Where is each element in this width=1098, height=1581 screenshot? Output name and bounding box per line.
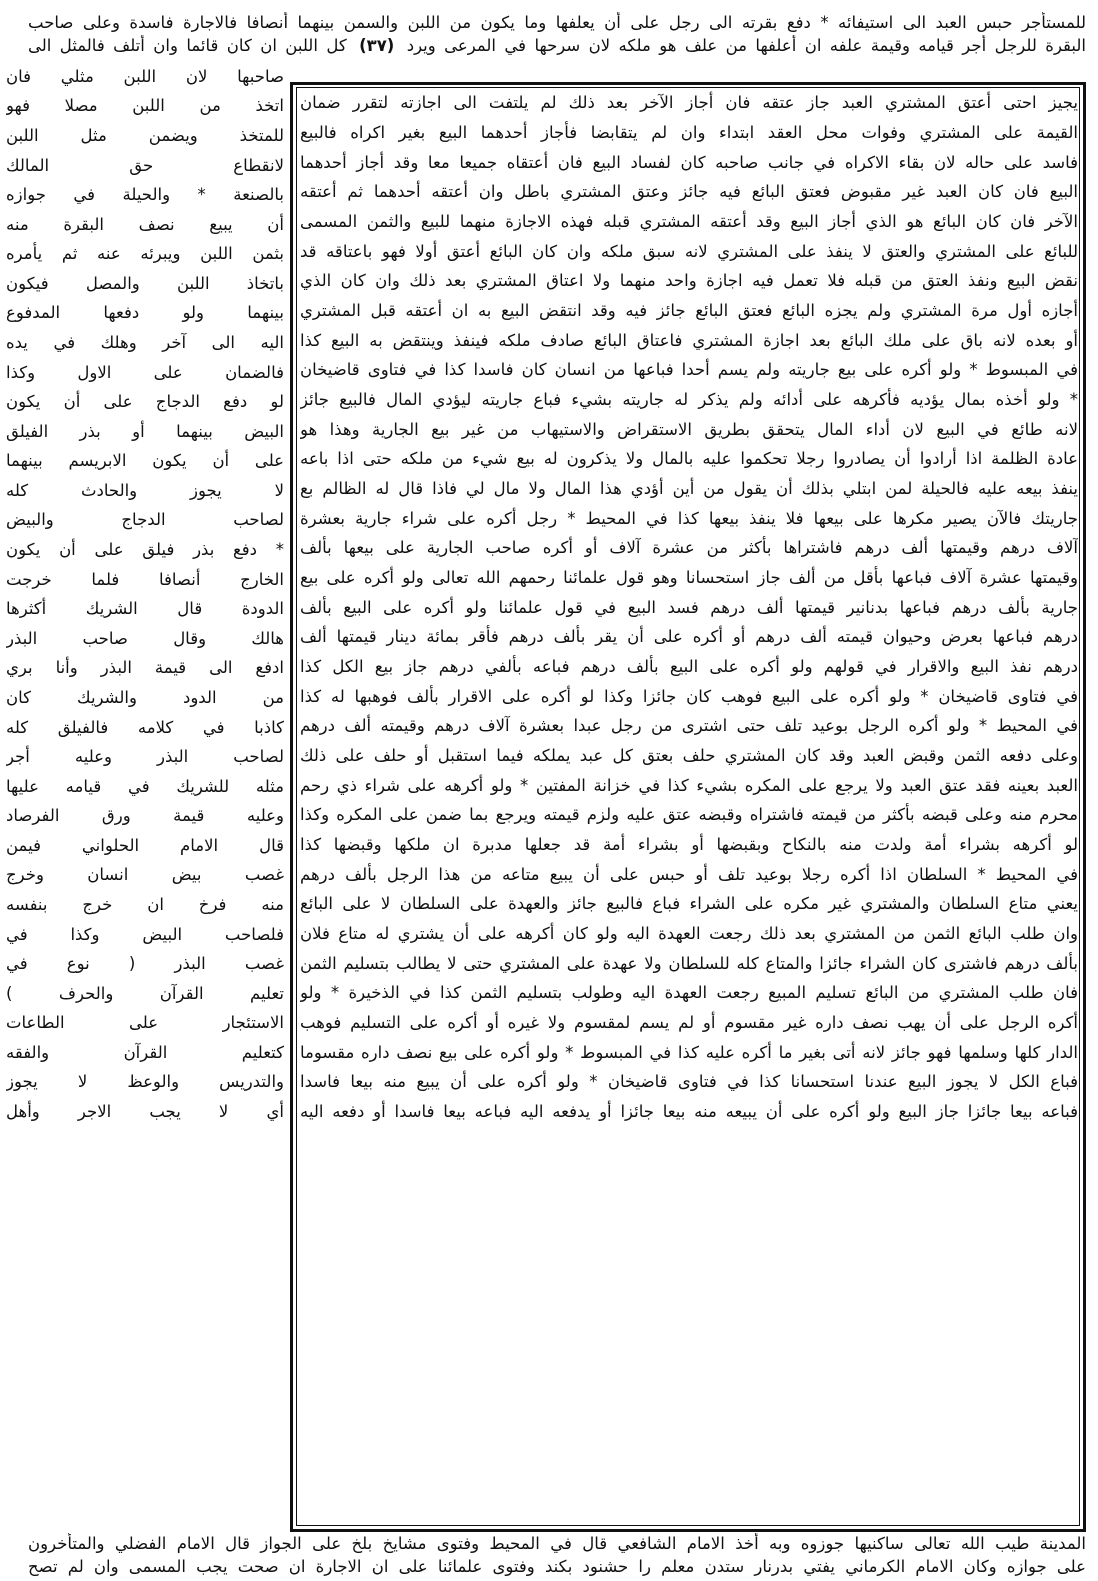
top-margin-commentary — [28, 12, 1086, 58]
side-text-line: بينهما ولو دفعها المدفوع — [6, 303, 284, 323]
main-text-line: أو بعده لانه باق على ملك البائع بعد اجازة المشتري فاعتاق البائع صادف ملكه فينفذ وينتقض به البيع كذا — [300, 330, 1078, 350]
side-text-line: والتدريس والوعظ لا يجوز — [6, 1072, 284, 1092]
main-text-block — [300, 88, 1078, 1519]
main-text-line: فباعه بيعا جائزا جاز البيع ولو أكره على أن يبيعه منه بيعا جائزا أو يدفعه اليه فباعه بيعا فاسدا أو دفعه اليه — [300, 1102, 1078, 1122]
bottom-margin-line: على جوازه وكان الامام الكرماني يفتي بدرنار ستدن معلم را حشنود بكند وفتوى علمائنا على ان الاجارة ان صحت يجب المسمى وان لم تصح — [28, 1557, 1086, 1577]
side-text-line: غصب بيض انسان وخرج — [6, 865, 284, 885]
main-text-line: في المحيط * ولو أكره الرجل بوعيد تلف حتى اشترى من رجل عبدا بعشرة آلاف درهم وقيمته ألف درهم — [300, 716, 1078, 736]
main-text-line: يجيز احتى أعتق المشتري العبد جاز عتقه فان أجاز الآخر بعد ذلك لم يلتفت الى اجازته لتقرر ضمان — [300, 93, 1078, 113]
side-text-line: فلصاحب البيض وكذا في — [6, 924, 284, 944]
top-margin-line-text: البقرة للرجل أجر قيامه وقيمة علفه ان أعلفها من علف هو ملكه لان سرحها في المرعى ويرد — [406, 36, 1086, 56]
page-number: (٣٧) — [359, 36, 395, 56]
side-text-line: كاذبا في كلامه فالفيلق كله — [6, 717, 284, 737]
main-text-line: بألف درهم فاشترى كان الشراء جائزا والمتاع كله للسلطان ولا عهدة على المشتري حتى لا يطالب بتسليم الثمن — [300, 953, 1078, 973]
main-text-line: لانه طائع في البيع لان أداء المال يتحقق بطريق الاستقراض والاستيهاب من غير بيع الجارية وهذا هو — [300, 419, 1078, 439]
side-text-line: أي لا يجب الاجر وأهل — [6, 1102, 284, 1122]
main-text-line: عادة الظلمة اذا أرادوا أن يصادروا رجلا تحكموا عليه بالمال ولا يذكرون له بيع شيء من ملكه حتى اذا باعه — [300, 449, 1078, 469]
side-text-line: أن يبيع نصف البقرة منه — [6, 214, 284, 234]
side-text-line: للمتخذ ويضمن مثل اللبن — [6, 125, 284, 145]
side-text-line: هالك وقال صاحب البذر — [6, 628, 284, 648]
main-text-line: آلاف درهم وقيمتها ألف درهم فاشتراها بأكثر من عشرة آلاف أو أكره صاحب الجارية على بيعها بألف — [300, 538, 1078, 558]
side-text-line: الخارج أنصافا فلما خرجت — [6, 569, 284, 589]
side-text-line: * دفع بذر فيلق على أن يكون — [6, 540, 284, 560]
main-text-line: نقض البيع ونفذ العتق من قبله فلا تعمل فيه اجازة واحد منهما ولا اعتاق المشتري بعد ذلك وان كان الذي — [300, 271, 1078, 291]
side-text-line: كتعليم القرآن والفقه — [6, 1042, 284, 1062]
side-text-line: مثله للشريك في قيامه عليها — [6, 776, 284, 796]
side-text-line: لا يجوز والحادث كله — [6, 480, 284, 500]
main-text-line: أكره الرجل على أن يهب نصف داره غير مقسوم أو لم يسم لمقسوم ولا غيره أو أكره على التسليم فوهب — [300, 1013, 1078, 1033]
main-text-line: درهم فباعها بعرض وحيوان قيمته ألف درهم أو أكره على أن يقر بألف درهم فأقر بمائة دينار قيمتها ألف — [300, 627, 1078, 647]
side-text-line: الاستئجار على الطاعات — [6, 1013, 284, 1033]
side-text-line: قال الامام الحلواني فيمن — [6, 835, 284, 855]
side-text-line: تعليم القرآن والحرف ) — [6, 983, 284, 1003]
main-text-line: في المحيط * السلطان اذا أكره رجلا بوعيد تلف أو حبس على أن يبيع متاعه من هذا الرجل بألف درهم — [300, 864, 1078, 884]
main-text-line: محرم منه وعلى قبضه بأكثر من قيمته فاشتراه وقبضه عتق عليه ولزم قيمته ويرجع بما ضمن على المكره وكذا — [300, 805, 1078, 825]
side-text-line: بالصنعة * والحيلة في جوازه — [6, 185, 284, 205]
side-text-line: الدودة قال الشريك أكثرها — [6, 599, 284, 619]
main-text-line: جاريتك فالآن يصير مكرها على بيعها فلا ينفذ بيعها كذا في المحيط * رجل أكره على شراء جارية بعشرة — [300, 508, 1078, 528]
side-text-line: البيض بينهما أو بذر الفيلق — [6, 421, 284, 441]
main-text-line: أجازه أول مرة المشتري ولم يجزه البائع فعتق البائع جائز فيه وقد انتقض البيع به ان أعتقه قبل المشتري — [300, 301, 1078, 321]
side-text-line: بثمن اللبن ويبرئه عنه ثم يأمره — [6, 244, 284, 264]
side-text-line: لصاحب الدجاج والبيض — [6, 510, 284, 530]
main-text-line: ينفذ بيعه عليه فالحيلة لمن ابتلي بذلك أن يقول من أين أؤدي هذا المال ولا مال لي فاذا قال له الظالم بع — [300, 479, 1078, 499]
side-text-line: غصب البذر ( نوع في — [6, 954, 284, 974]
main-text-line: وان طلب البائع الثمن من المشتري بعد ذلك رجعت العهدة اليه ولو كان أكرهه على أن يشتري له متاع فلان — [300, 924, 1078, 944]
top-margin-line: للمستأجر حبس العبد الى استيفائه * دفع بقرته الى رجل على أن يعلفها وما يكون من اللبن والسمن بينهما أنصافا فالاجارة فاسدة وعلى صاحب — [28, 13, 1086, 33]
main-text-line: في المبسوط * ولو أكره على بيع جاريته ولم يسم أحدا فباعها من انسان كان فاسدا كذا في فتاوى قاضيخان — [300, 360, 1078, 380]
main-text-line: فباع الكل لا يجوز البيع عندنا استحسانا كذا في فتاوى قاضيخان * ولو أكره على أن يبيع منه بيعا فاسدا — [300, 1072, 1078, 1092]
side-text-line: باتخاذ اللبن والمصل فيكون — [6, 273, 284, 293]
side-text-line: لانقطاع حق المالك — [6, 155, 284, 175]
main-text-line: الآخر فان كان البائع هو الذي أجاز البيع وقد أعتقه المشتري قبله فهذه الاجازة منهما للبيع والثمن المسمى — [300, 212, 1078, 231]
side-text-line: منه فرخ ان خرج بنفسه — [6, 895, 284, 914]
side-text-line: على أن يكون الابريسم بينهما — [6, 451, 284, 471]
side-text-line: وعليه قيمة ورق الفرصاد — [6, 806, 284, 826]
main-text-line: للبائع على المشتري والعتق لا ينفذ على المشتري لانه سبق ملكه وان كان البائع أعتق أولا فهو باعتاقه قد — [300, 241, 1078, 261]
side-text-line: من الدود والشريك كان — [6, 687, 284, 707]
side-margin-commentary — [6, 62, 284, 1528]
bottom-margin-commentary — [28, 1533, 1086, 1579]
top-margin-line — [28, 35, 1086, 58]
main-text-line: القيمة على المشتري وفوات محل العقد ابتداء وان لم يتقابضا فأجاز أحدهما البيع بغير اكراه فالبيع — [300, 122, 1078, 142]
main-text-line: درهم نفذ البيع والاقرار في قولهم ولو أكره على البيع بألف درهم فباعه بألفي درهم جاز بيع الكل كذا — [300, 657, 1078, 677]
main-text-line: فان طلب المشتري من البائع تسليم المبيع رجعت العهدة اليه وطولب بتسليم الثمن كذا في الذخيرة * ولو — [300, 983, 1078, 1003]
main-text-line: العبد بعينه فقد عتق العبد ولا يرجع على المكره بشيء كذا في خزانة المفتين * ولو أكرهه على شراء ذي رحم — [300, 775, 1078, 795]
main-text-line: وعلى دفعه الثمن وقبض العبد وقد كان المشتري حلف بعتق كل عبد يملكه فيما استقبل أو حلف على ذلك — [300, 746, 1078, 766]
main-text-line: في فتاوى قاضيخان * ولو أكره على البيع فوهب كان جائزا وكذا لو أكره على الاقرار بألف فوهبها له كذا — [300, 686, 1078, 706]
side-text-line: اتخذ من اللبن مصلا فهو — [6, 96, 284, 116]
main-text-line: وقيمتها عشرة آلاف فباعها بأقل من ألف جاز استحسانا وهو قول علمائنا رحمهم الله تعالى ولو أكره على بيع — [300, 568, 1078, 588]
side-text-line: اليه الى آخر وهلك في يده — [6, 333, 284, 353]
side-text-line: ادفع الى قيمة البذر وأنا بري — [6, 658, 284, 678]
side-text-line: صاحبها لان اللبن مثلي فان — [6, 66, 284, 86]
main-text-line: جارية بألف درهم فباعها بدنانير قيمتها ألف درهم فسد البيع في قول علمائنا ولو أكره على البيع بألف — [300, 597, 1078, 617]
top-margin-line-text: كل اللبن ان كان قائما وان أتلف فالمثل الى — [28, 36, 347, 56]
main-text-line: فاسد على حاله لان بقاء الاكراه في جانب صاحبه كان لفساد البيع فان أعتقاه جميعا معا وقد أجاز أحدهما — [300, 152, 1078, 172]
main-text-line: * ولو أخذه بمال يؤديه فأكرهه على أدائه ولم يذكر له جاريته بشيء فباع جاريته ليؤدي المال فالبيع جائز — [300, 390, 1078, 410]
side-text-line: لصاحب البذر وعليه أجر — [6, 747, 284, 767]
main-text-line: الدار كلها وسلمها فهو جائز لانه أتى بغير ما أكره عليه كذا في المبسوط * ولو أكره على بيع نصف داره مقسوما — [300, 1042, 1078, 1062]
bottom-margin-line: المدينة طيب الله تعالى ساكنيها جوزوه وبه أخذ الامام الشافعي قال في المحيط وفتوى مشايخ بلخ على الجواز قال الامام الفضلي والمتأخرون — [28, 1534, 1086, 1554]
main-text-line: البيع فان كان العبد غير مقبوض فعتق البائع فيه جائز وعتق المشتري باطل وان أعتقه أحدهما ثم أعتقه — [300, 182, 1078, 202]
side-text-line: لو دفع الدجاج على أن يكون — [6, 392, 284, 412]
main-text-line: يعني متاع السلطان والمشتري غير مكره على الشراء فباع فالبيع جائز والعهدة على السلطان لا على البائع — [300, 894, 1078, 914]
main-text-line: لو أكرهه بشراء أمة ولدت منه بالنكاح وبقبضها أو بشراء أمة قد جعلها مدبرة ان ملكها وقبضها كذا — [300, 835, 1078, 855]
side-text-line: فالضمان على الاول وكذا — [6, 362, 284, 382]
